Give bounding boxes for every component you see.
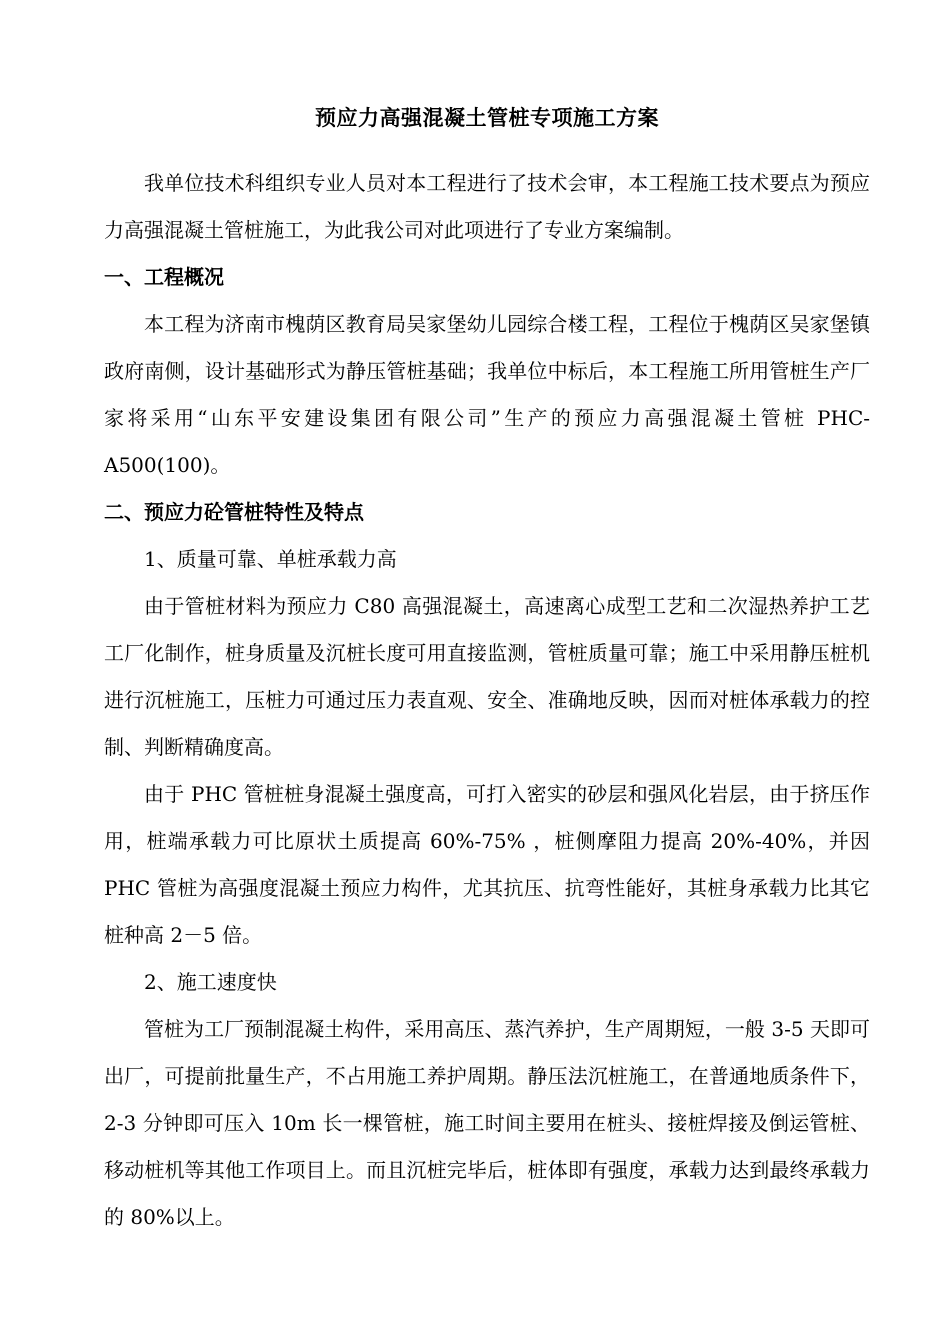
subsection-1-paragraph-1: 由于管桩材料为预应力 C80 高强混凝土，高速离心成型工艺和二次湿热养护工艺工厂化制作，桩身质量及沉桩长度可用直接监测，管桩质量可靠；施工中采用静压桩机进行沉桩施工，压桩力可通过压力表直观、安全、准确地反映，因而对桩体承载力的控制、判断精确度高。 (104, 594, 870, 759)
subsection-1-heading: 1、质量可靠、单桩承载力高 (144, 547, 397, 571)
section-1-paragraph: 本工程为济南市槐荫区教育局吴家堡幼儿园综合楼工程，工程位于槐荫区吴家堡镇政府南侧，设计基础形式为静压管桩基础；我单位中标后，本工程施工所用管桩生产厂家将采用“山东平安建设集团有限公司”生产的预应力高强混凝土管桩 PHC-A500(100)。 (104, 312, 870, 477)
document-title: 预应力高强混凝土管桩专项施工方案 (315, 106, 659, 130)
subsection-2-heading: 2、施工速度快 (144, 970, 277, 994)
section-2-heading: 二、预应力砼管桩特性及特点 (104, 500, 364, 524)
intro-paragraph: 我单位技术科组织专业人员对本工程进行了技术会审，本工程施工技术要点为预应力高强混凝土管桩施工，为此我公司对此项进行了专业方案编制。 (104, 171, 870, 242)
subsection-2-paragraph-1: 管桩为工厂预制混凝土构件，采用高压、蒸汽养护，生产周期短，一般 3-5 天即可出厂，可提前批量生产，不占用施工养护周期。静压法沉桩施工，在普通地质条件下，2-3 分钟即可压入 10m 长一棵管桩，施工时间主要用在桩头、接桩焊接及倒运管桩、移动桩机等其他工作项目上。而且沉桩完毕后，桩体即有强度，承载力达到最终承载力的 80%以上。 (104, 1017, 870, 1229)
subsection-1-paragraph-2: 由于 PHC 管桩桩身混凝土强度高，可打入密实的砂层和强风化岩层，由于挤压作用，桩端承载力可比原状土质提高 60%-75% ，桩侧摩阻力提高 20%-40%，并因 PHC 管桩为高强度混凝土预应力构件，尤其抗压、抗弯性能好，其桩身承载力比其它桩种高 2－5 倍。 (104, 782, 870, 947)
section-1-heading: 一、工程概况 (104, 265, 224, 289)
